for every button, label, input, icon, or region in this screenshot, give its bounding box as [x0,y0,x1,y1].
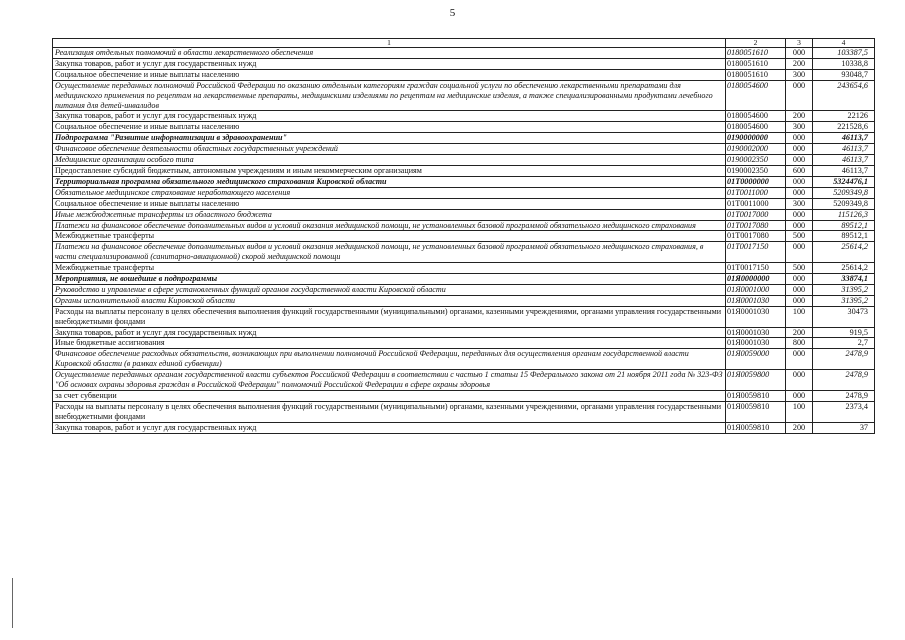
table-row [53,274,875,285]
row-expense-type: 100 [786,401,813,422]
row-expense-type: 100 [786,306,813,327]
row-code: 0180051610 [726,48,786,59]
row-expense-type: 500 [786,263,813,274]
row-code: 01Я0059000 [726,349,786,370]
row-expense-type: 200 [786,111,813,122]
table-row [53,231,875,242]
row-name: Расходы на выплаты персоналу в целях обеспечения выполнения функций государственными (муниципальными) органами, казенными учреждениями, органами управления государственными внебюджетными фондами [53,306,726,327]
row-name: Закупка товаров, работ и услуг для государственных нужд [53,111,726,122]
row-name: Финансовое обеспечение деятельности областных государственных учреждений [53,144,726,155]
row-amount: 22126 [813,111,875,122]
table-row [53,263,875,274]
row-amount: 2373,4 [813,401,875,422]
row-amount: 31395,2 [813,295,875,306]
row-code: 01Т0017080 [726,231,786,242]
row-amount: 89512,1 [813,220,875,231]
row-amount: 221528,6 [813,122,875,133]
row-name: Обязательное медицинское страхование неработающего населения [53,187,726,198]
row-name: Осуществление переданных полномочий Российской Федерации по оказанию отдельным категориям граждан социальной услуги по обеспечению лекарственными препаратами для медицинского применения по рецептам на лекарственные препараты, медицинскими изделиями по рецептам на медицинские изделия, а также специализированными продуктами лечебного питания для детей-инвалидов [53,80,726,111]
row-name: Расходы на выплаты персоналу в целях обеспечения выполнения функций государственными (муниципальными) органами, казенными учреждениями, органами управления государственными внебюджетными фондами [53,401,726,422]
row-expense-type: 000 [786,284,813,295]
row-name: Финансовое обеспечение расходных обязательств, возникающих при выполнении полномочий Российской Федерации, переданных для осуществления органам государственной власти Кировской области (в рамках единой субвенции) [53,349,726,370]
row-name: Иные межбюджетные трансферты из областного бюджета [53,209,726,220]
row-code: 01Т0017000 [726,209,786,220]
margin-mark [12,578,13,628]
row-amount: 10338,8 [813,58,875,69]
row-amount: 5209349,8 [813,187,875,198]
row-name: Межбюджетные трансферты [53,263,726,274]
table-row [53,176,875,187]
page-number: 5 [449,7,456,19]
row-amount: 33874,1 [813,274,875,285]
table-row [53,111,875,122]
row-expense-type: 000 [786,176,813,187]
row-amount: 46113,7 [813,144,875,155]
row-amount: 25614,2 [813,242,875,263]
row-expense-type: 000 [786,295,813,306]
row-code: 01Т0011000 [726,187,786,198]
table-row [53,80,875,111]
row-amount: 115126,3 [813,209,875,220]
row-amount: 5209349,8 [813,198,875,209]
row-amount: 103387,5 [813,48,875,59]
row-code: 01Я0001030 [726,338,786,349]
table-row [53,58,875,69]
table-row [53,69,875,80]
header-col-1: 1 [53,39,726,48]
row-code: 01Я0059810 [726,401,786,422]
row-code: 0190000000 [726,133,786,144]
row-name: Мероприятия, не вошедшие в подпрограммы [53,274,726,285]
row-code: 0180054600 [726,111,786,122]
row-name: Осуществление переданных органам государственной власти субъектов Российской Федерации в соответствии с частью 1 статьи 15 Федерального закона от 21 ноября 2011 года № 323-ФЗ "Об основах охраны здоровья граждан в Российской Федерации" полномочий Российской Федерации в сфере охраны здоровья [53,370,726,391]
table-row [53,155,875,166]
row-code: 0180051610 [726,69,786,80]
row-amount: 919,5 [813,327,875,338]
table-row [53,187,875,198]
row-amount: 2478,9 [813,391,875,402]
row-name: Социальное обеспечение и иные выплаты населению [53,69,726,80]
row-expense-type: 200 [786,327,813,338]
row-amount: 46113,7 [813,133,875,144]
table-row [53,422,875,433]
row-code: 01Я0001000 [726,284,786,295]
row-amount: 2,7 [813,338,875,349]
row-name: Платежи на финансовое обеспечение дополнительных видов и условий оказания медицинской помощи, не установленных базовой программой обязательного медицинского страхования, в части специализированной (санитарно-авиационной) скорой медицинской помощи [53,242,726,263]
row-amount: 243654,6 [813,80,875,111]
row-expense-type: 200 [786,422,813,433]
table-row [53,284,875,295]
row-amount: 30473 [813,306,875,327]
row-code: 01Я0059810 [726,391,786,402]
row-expense-type: 600 [786,165,813,176]
row-name: Руководство и управление в сфере установленных функций органов государственной власти Кировской области [53,284,726,295]
table-row [53,370,875,391]
row-expense-type: 000 [786,133,813,144]
row-code: 01Т0017150 [726,263,786,274]
row-name: Закупка товаров, работ и услуг для государственных нужд [53,422,726,433]
row-name: за счет субвенции [53,391,726,402]
row-expense-type: 300 [786,122,813,133]
row-expense-type: 000 [786,391,813,402]
table-row [53,133,875,144]
table-row [53,349,875,370]
row-code: 01Т0017080 [726,220,786,231]
row-expense-type: 200 [786,58,813,69]
row-expense-type: 000 [786,144,813,155]
row-expense-type: 000 [786,209,813,220]
row-name: Подпрограмма "Развитие информатизации в здравоохранении" [53,133,726,144]
row-name: Территориальная программа обязательного медицинского страхования Кировской области [53,176,726,187]
row-expense-type: 000 [786,220,813,231]
row-amount: 31395,2 [813,284,875,295]
row-code: 01Я0000000 [726,274,786,285]
row-expense-type: 800 [786,338,813,349]
row-amount: 2478,9 [813,370,875,391]
row-expense-type: 000 [786,349,813,370]
row-name: Органы исполнительной власти Кировской области [53,295,726,306]
row-amount: 46113,7 [813,155,875,166]
row-amount: 5324476,1 [813,176,875,187]
row-expense-type: 000 [786,80,813,111]
row-amount: 93048,7 [813,69,875,80]
row-name: Реализация отдельных полномочий в области лекарственного обеспечения [53,48,726,59]
row-code: 0180054600 [726,80,786,111]
row-expense-type: 000 [786,48,813,59]
row-amount: 46113,7 [813,165,875,176]
header-col-4: 4 [813,39,875,48]
table-row [53,48,875,59]
table-row [53,198,875,209]
row-code: 01Т0011000 [726,198,786,209]
row-code: 01Т0000000 [726,176,786,187]
row-code: 01Я0059800 [726,370,786,391]
row-name: Предоставление субсидий бюджетным, автономным учреждениям и иным некоммерческим организациям [53,165,726,176]
row-expense-type: 300 [786,69,813,80]
header-col-2: 2 [726,39,786,48]
row-expense-type: 000 [786,370,813,391]
row-amount: 2478,9 [813,349,875,370]
header-col-3: 3 [786,39,813,48]
table-row [53,327,875,338]
budget-table [52,38,875,434]
row-code: 0190002350 [726,165,786,176]
row-name: Социальное обеспечение и иные выплаты населению [53,122,726,133]
row-expense-type: 500 [786,231,813,242]
row-code: 0190002350 [726,155,786,166]
table-row [53,220,875,231]
row-name: Социальное обеспечение и иные выплаты населению [53,198,726,209]
row-code: 01Я0001030 [726,327,786,338]
table-row [53,391,875,402]
row-name: Закупка товаров, работ и услуг для государственных нужд [53,58,726,69]
row-expense-type: 000 [786,187,813,198]
table-row [53,209,875,220]
table-row [53,306,875,327]
row-amount: 89512,1 [813,231,875,242]
row-code: 01Я0001030 [726,295,786,306]
table-row [53,144,875,155]
table-row [53,295,875,306]
row-code: 0180051610 [726,58,786,69]
table-row [53,242,875,263]
table-row [53,401,875,422]
row-code: 0190002000 [726,144,786,155]
row-name: Закупка товаров, работ и услуг для государственных нужд [53,327,726,338]
row-code: 01Т0017150 [726,242,786,263]
table-row [53,122,875,133]
row-amount: 37 [813,422,875,433]
table-row [53,338,875,349]
row-code: 0180054600 [726,122,786,133]
row-amount: 25614,2 [813,263,875,274]
row-name: Межбюджетные трансферты [53,231,726,242]
table-header-row [53,39,875,48]
row-code: 01Я0001030 [726,306,786,327]
row-name: Платежи на финансовое обеспечение дополнительных видов и условий оказания медицинской помощи, не установленных базовой программой обязательного медицинского страхования [53,220,726,231]
table-row [53,165,875,176]
row-expense-type: 300 [786,198,813,209]
row-name: Иные бюджетные ассигнования [53,338,726,349]
row-expense-type: 000 [786,274,813,285]
row-name: Медицинские организации особого типа [53,155,726,166]
row-expense-type: 000 [786,242,813,263]
row-expense-type: 000 [786,155,813,166]
row-code: 01Я0059810 [726,422,786,433]
